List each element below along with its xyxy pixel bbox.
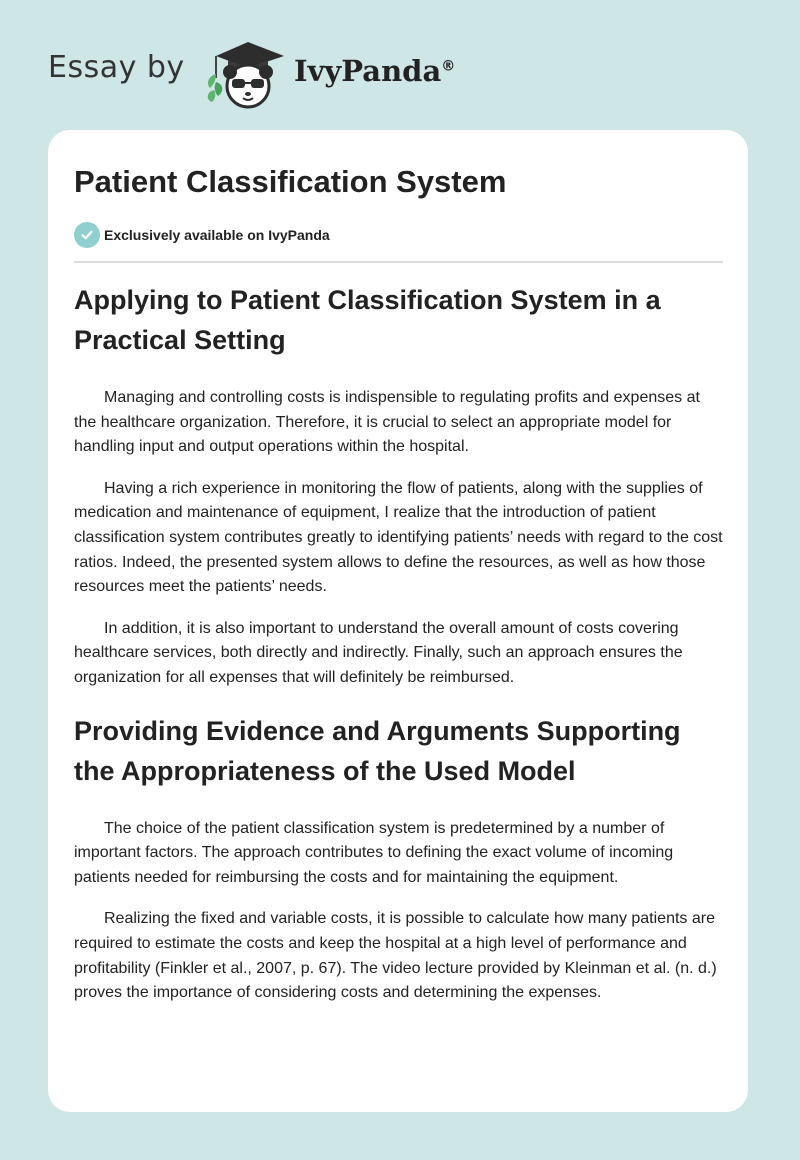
paragraph: Realizing the fixed and variable costs, it is possible to calculate how many patients are required to estimate the costs and keep the hospital at a high level of performance and profitability (Finkler et al., 2007, p. 67). The video lecture provided by Kleinman et al. (n. d.) proves the importance of considering costs and determining the expenses. <box>74 910 717 1002</box>
divider <box>74 261 723 263</box>
section-heading: Applying to Patient Classification System in a Practical Setting <box>74 285 661 355</box>
paragraph: In addition, it is also important to understand the overall amount of costs covering healthcare services, both directly and indirectly. Finally, such an approach ensures the organization for all expenses that will definitely be reimbursed. <box>74 619 683 686</box>
essay-by-label: Essay by <box>48 50 185 85</box>
paragraph: Managing and controlling costs is indispensible to regulating profits and expenses at the healthcare organization. Therefore, it is crucial to select an appropriate model for handling input and output operations within the hospital. <box>74 389 700 456</box>
paragraph: The choice of the patient classification system is predetermined by a number of important factors. The approach contributes to defining the exact volume of incoming patients needed for reimbursing the costs and for maintaining the equipment. <box>74 819 674 886</box>
section-heading: Providing Evidence and Arguments Supporting the Appropriateness of the Used Model <box>74 715 681 786</box>
page-title: Patient Classification System <box>74 164 507 199</box>
exclusive-badge <box>74 222 330 248</box>
brand-name[interactable] <box>294 54 455 88</box>
panda-graduate-logo[interactable] <box>202 34 292 110</box>
registered-mark: ® <box>441 58 456 75</box>
exclusive-badge-text: Exclusively available on IvyPanda <box>104 227 330 243</box>
site-header <box>0 0 800 130</box>
paragraph: Having a rich experience in monitoring the flow of patients, along with the supplies of medication and maintenance of equipment, I realize that the introduction of patient classification system contributes greatly to identifying patients’ needs with regard to the cost ratios. Indeed, the presented system allows to define the resources, as well as how those resources meet the patients’ needs. <box>74 479 723 596</box>
essay-card <box>48 130 748 1112</box>
article-body <box>74 280 724 1023</box>
brand-name-text: IvyPanda <box>294 54 442 88</box>
check-circle-icon <box>74 222 100 248</box>
